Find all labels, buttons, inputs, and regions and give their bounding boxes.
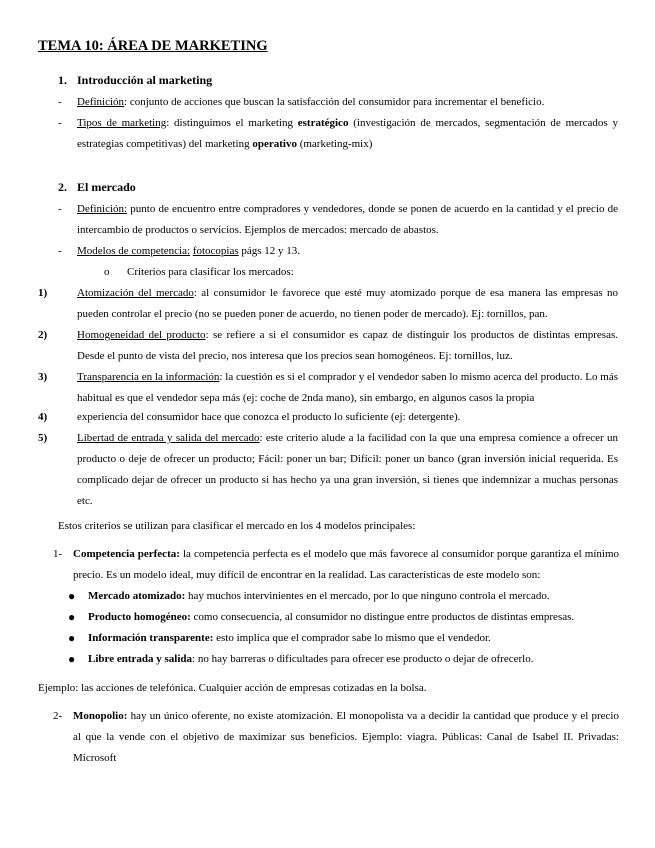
list-item-market-definition xyxy=(58,199,618,241)
model-body xyxy=(73,544,619,586)
text: la competencia perfecta es el modelo que más favorece al consumidor porque garantiza el mínimo precio. Es un modelo ideal, muy difícil de encontrar en la realidad. Las características de este modelo son: xyxy=(73,548,619,581)
characteristic-text xyxy=(88,586,550,607)
text: experiencia del consumidor hace que conozca el producto lo suficiente (ej: detergente). xyxy=(77,411,461,423)
text: : la cuestión es si el comprador y el vendedor saben lo mismo acerca del producto. Lo más habitual es que el vendedor sepa más (ej: coche de 2nda mano), sin embargo, en algunos casos la propia xyxy=(77,371,618,404)
term: Homogeneidad del producto xyxy=(77,329,206,341)
criterion-body xyxy=(77,428,618,512)
criterion-item xyxy=(38,283,618,325)
item-body xyxy=(77,113,618,155)
item-body xyxy=(77,199,618,241)
sub-heading-text: Criterios para clasificar los mercados: xyxy=(127,266,294,278)
text: hay un único oferente, no existe atomización. El monopolista va a decidir la cantidad que produce y el precio al que la vende con el objetivo de maximizar sus beneficios. Ejemplo: viagra. Públicas: Canal de Isabel II. Privadas: Microsoft xyxy=(73,710,619,764)
text: (investigación de mercados, segmentación de mercados y estrategias competitivas) del marketing xyxy=(77,117,618,150)
term: Atomización del mercado xyxy=(77,287,194,299)
item-body xyxy=(77,92,618,113)
model-number: 2- xyxy=(53,710,63,722)
criterion-number: 3) xyxy=(38,371,48,383)
dash-marker: - xyxy=(58,203,62,215)
criterion-item xyxy=(38,367,618,409)
criterion-number: 5) xyxy=(38,432,48,444)
model-term: Monopolio: xyxy=(73,710,128,722)
text: : se refiere a si el consumidor es capaz de distinguir los productos de distintas empresas. Desde el punto de vista del precio, nos interesa que los precios sean homogéneos. Ej: tornillos, luz. xyxy=(77,329,618,362)
criterion-item xyxy=(38,407,618,428)
text: págs 12 y 13. xyxy=(238,245,301,257)
term: Libre entrada y salida xyxy=(88,653,193,665)
item-body xyxy=(77,241,618,262)
text: como consecuencia, al consumidor no distingue entre productos de distintas empresas. xyxy=(190,611,575,623)
bold-term: estratégico xyxy=(297,117,349,129)
text: (marketing-mix) xyxy=(296,138,373,150)
text: hay muchos intervinientes en el mercado, por lo que ninguno controla el mercado. xyxy=(185,590,550,602)
criteria-summary: Estos criterios se utilizan para clasificar el mercado en los 4 modelos principales: xyxy=(58,520,416,532)
term: Definición xyxy=(77,96,125,108)
criterion-item xyxy=(38,325,618,367)
circle-bullet: o xyxy=(104,266,110,278)
characteristic-text xyxy=(88,649,533,670)
model-number: 1- xyxy=(53,548,63,560)
criterion-body xyxy=(77,407,618,428)
characteristic-text xyxy=(88,607,574,628)
criterion-number: 2) xyxy=(38,329,48,341)
criterion-number: 4) xyxy=(38,411,48,423)
dash-marker: - xyxy=(58,117,62,129)
criterion-number: 1) xyxy=(38,287,48,299)
list-item-marketing-types xyxy=(58,113,618,155)
model-body xyxy=(73,706,619,769)
term: Información transparente: xyxy=(88,632,214,644)
term: Transparencia en la información xyxy=(77,371,220,383)
term: Libertad de entrada y salida del mercado xyxy=(77,432,260,444)
text: : este criterio alude a la facilidad con la que una empresa comience a ofrecer un producto o deje de ofrecer un producto; Fácil: poner un bar; Difícil: poner un banco (gran inversión inicial requerida. Es complicado dejar de ofrecer un producto si has hecho ya una gran inversión, si tienes que indemnizar a muchas personas etc. xyxy=(77,432,618,507)
bullet-dot-icon: ● xyxy=(68,589,76,603)
text: : distinguimos el marketing xyxy=(166,117,298,129)
section-number: 1. xyxy=(58,73,67,87)
criterion-body xyxy=(77,325,618,367)
term: Mercado atomizado: xyxy=(88,590,186,602)
bullet-dot-icon: ● xyxy=(68,631,76,645)
criterion-body xyxy=(77,283,618,325)
page-title: TEMA 10: ÁREA DE MARKETING xyxy=(38,38,268,54)
list-item-definition xyxy=(58,92,618,113)
dash-marker: - xyxy=(58,245,62,257)
term: Producto homogéneo: xyxy=(88,611,191,623)
text: punto de encuentro entre compradores y vendedores, donde se ponen de acuerdo en la cantidad y el precio de intercambio de productos o servicios. Ejemplos de mercados: mercado de abastos. xyxy=(77,203,618,236)
dash-marker: - xyxy=(58,96,62,108)
model-perfect-competition xyxy=(53,544,619,586)
criterion-body xyxy=(77,367,618,409)
text: esto implica que el comprador sabe lo mismo que el vendedor. xyxy=(213,632,491,644)
bold-term: operativo xyxy=(252,138,297,150)
text: : al consumidor le favorece que esté muy atomizado porque de esa manera las empresas no pueden controlar el precio (no se pueden poner de acuerdo, no tienen poder de mercado). Ej: tornillos, pan. xyxy=(77,287,618,320)
term: Modelos de competencia: xyxy=(77,245,191,257)
text: : conjunto de acciones que buscan la satisfacción del consumidor para incrementar el beneficio. xyxy=(124,96,545,108)
characteristic-text xyxy=(88,628,491,649)
bullet-dot-icon: ● xyxy=(68,652,76,666)
section-heading-text: El mercado xyxy=(77,180,136,194)
section-number: 2. xyxy=(58,180,67,194)
model-term: Competencia perfecta: xyxy=(73,548,180,560)
text: : no hay barreras o dificultades para ofrecer ese producto o dejar de ofrecerlo. xyxy=(192,653,534,665)
term: Definición: xyxy=(77,203,128,215)
term: Tipos de marketing xyxy=(77,117,167,129)
example-text: Ejemplo: las acciones de telefónica. Cualquier acción de empresas cotizadas en la bolsa. xyxy=(38,682,427,694)
list-item-competition-models xyxy=(58,241,618,262)
model-monopoly xyxy=(53,706,619,769)
section-heading-text: Introducción al marketing xyxy=(77,73,213,87)
criterion-item xyxy=(38,428,618,512)
bullet-dot-icon: ● xyxy=(68,610,76,624)
term: fotocopias xyxy=(192,245,239,257)
